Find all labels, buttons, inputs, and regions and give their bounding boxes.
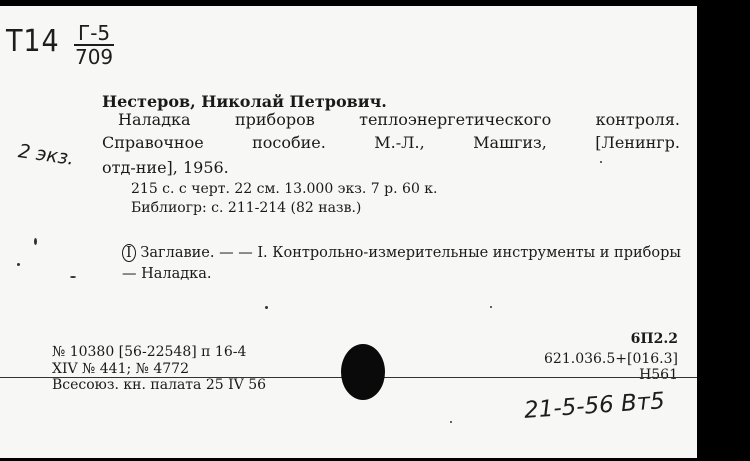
punch-hole	[341, 344, 385, 400]
classification-code: 6П2.2	[630, 331, 678, 347]
title-word: контроля.	[595, 110, 680, 129]
ink-speck	[265, 306, 268, 309]
tracing-marker: I	[122, 244, 136, 262]
title-line-3: отд-ние], 1956.	[102, 158, 229, 177]
ink-speck	[490, 306, 492, 308]
tracing-text: Заглавие. — — I. Контрольно-измерительные инструменты и приборы — Наладка.	[122, 245, 681, 282]
title-word: Наладка	[118, 110, 191, 129]
copies-note: 2 экз.	[16, 140, 76, 170]
shelfmark-fraction	[74, 22, 114, 68]
registration-number: № 10380 [56-22548] п 16-4	[52, 344, 247, 360]
ink-speck	[17, 263, 20, 266]
shelfmark-numerator: Г-5	[74, 22, 114, 46]
collation-line: 215 с. с черт. 22 см. 13.000 экз. 7 р. 60 к.	[131, 181, 438, 197]
ink-speck	[450, 421, 452, 423]
shelfmark: Т14	[6, 24, 60, 59]
udc-code: 621.036.5+[016.3]	[544, 351, 678, 367]
registration-reference: XIV № 441; № 4772	[52, 361, 189, 377]
title-word: пособие.	[252, 133, 326, 152]
bibliography-note: Библиогр: с. 211-214 (82 назв.)	[131, 200, 362, 216]
catalog-card	[0, 6, 697, 458]
shelfmark-denominator: 709	[74, 45, 114, 69]
title-word: приборов	[234, 110, 315, 129]
title-word: [Ленингр.	[595, 133, 680, 152]
author-mark: Н561	[639, 367, 678, 383]
ink-speck	[600, 161, 602, 163]
title-word: М.-Л.,	[374, 133, 425, 152]
author-heading: Нестеров, Николай Петрович.	[102, 92, 387, 111]
ink-speck	[70, 276, 76, 278]
title-word: Машгиз,	[473, 133, 547, 152]
handwritten-date: 21-5-56 Вт5	[523, 388, 666, 424]
title-line-2	[102, 133, 680, 152]
title-line-1	[102, 110, 680, 129]
issuing-chamber: Всесоюз. кн. палата 25 IV 56	[52, 377, 267, 393]
title-word: теплоэнергетического	[359, 110, 552, 129]
tracing-paragraph	[122, 243, 682, 285]
title-word: Справочное	[102, 133, 204, 152]
ink-speck	[34, 238, 37, 245]
